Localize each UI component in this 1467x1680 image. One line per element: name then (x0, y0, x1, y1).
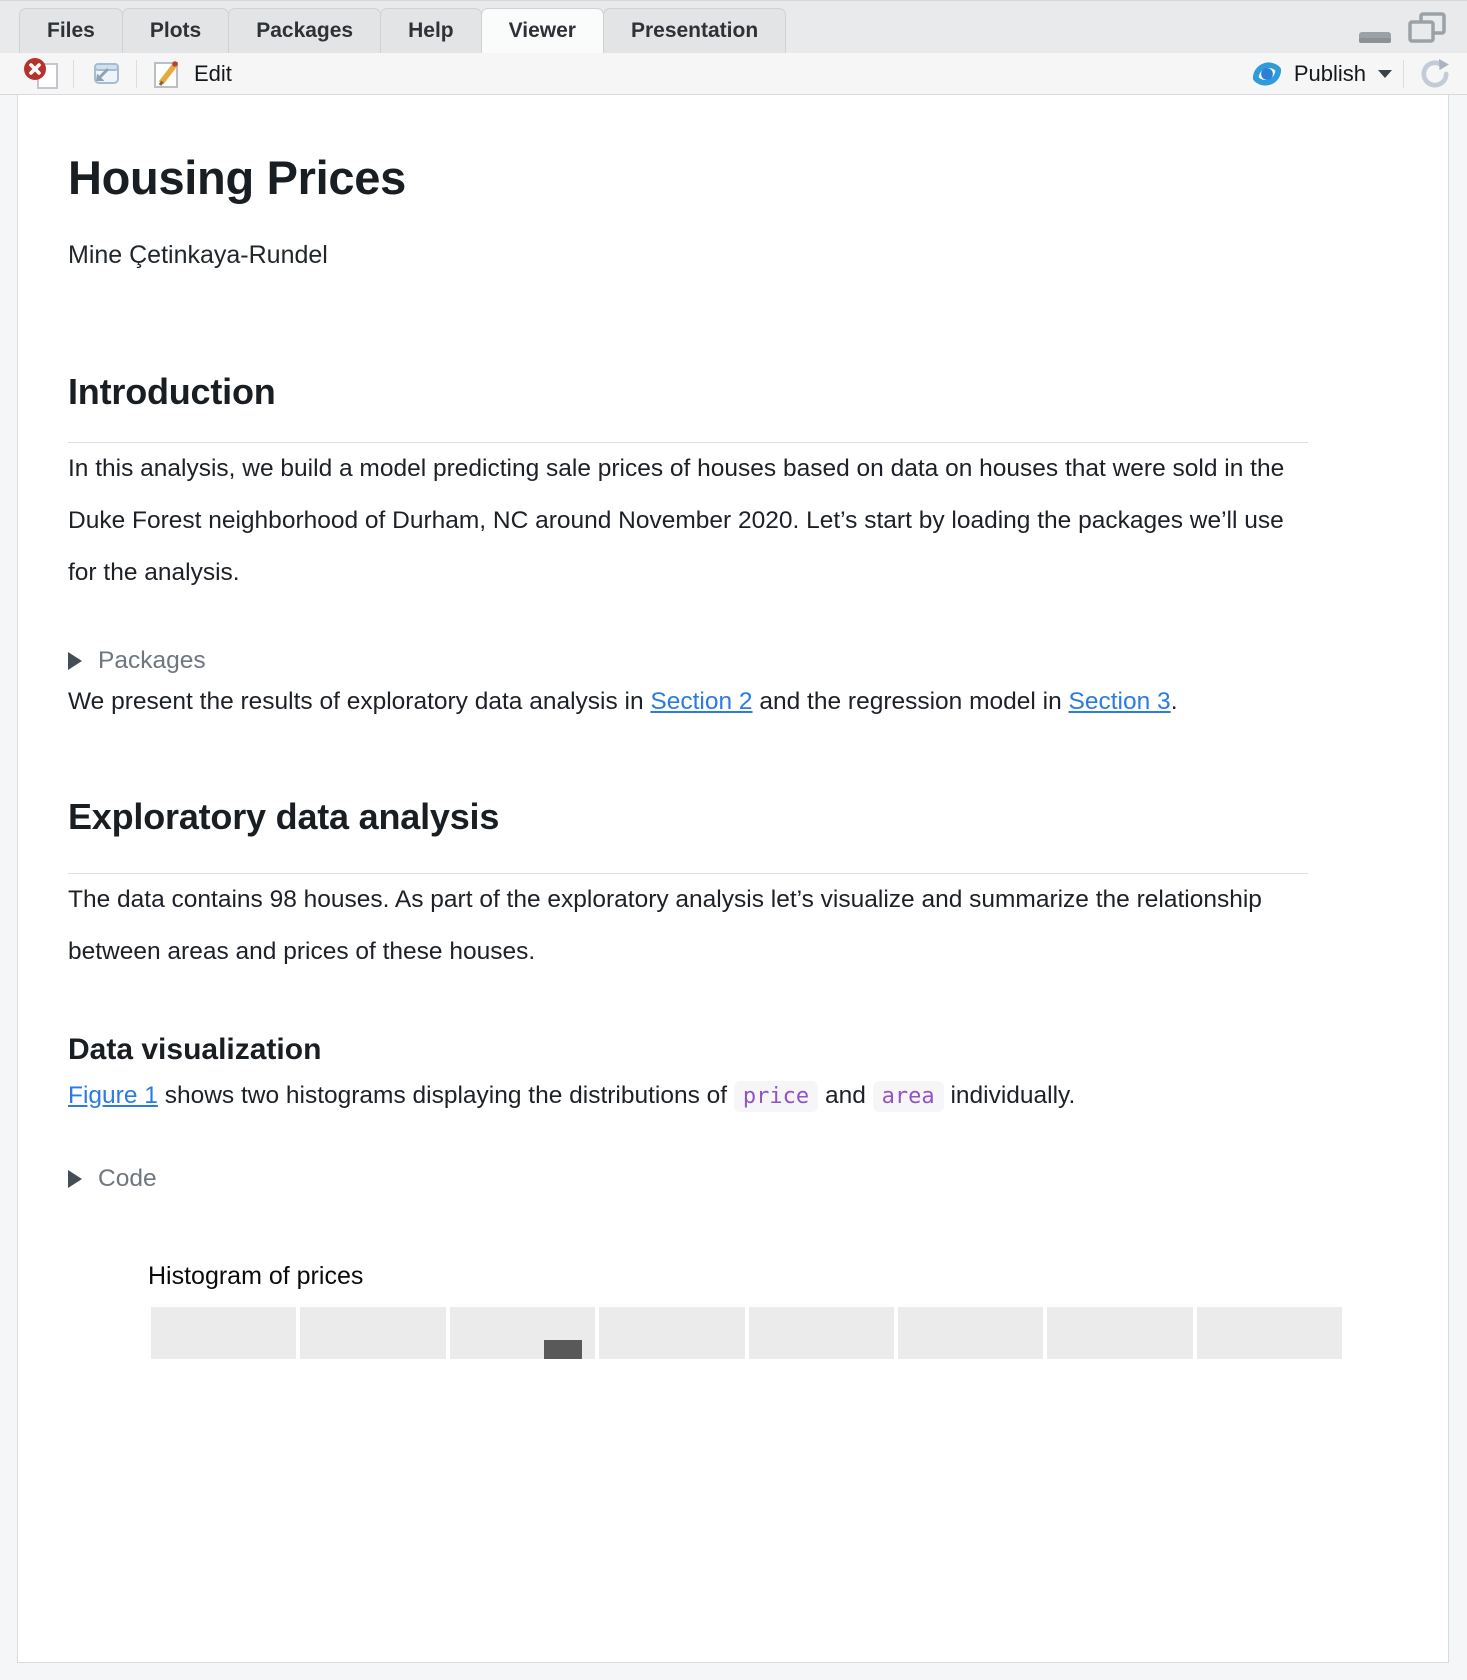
histogram-panel (1197, 1307, 1342, 1359)
refresh-icon[interactable] (1415, 55, 1455, 93)
dropdown-caret-icon (1378, 70, 1392, 78)
stop-icon[interactable] (22, 56, 62, 92)
section-3-link[interactable]: Section 3 (1068, 688, 1171, 715)
code-disclosure-label: Code (98, 1165, 157, 1192)
eda-paragraph: The data contains 98 houses. As part of the exploratory analysis let’s visualize and summarize the relationship between areas and prices of these houses. (68, 886, 1262, 965)
open-in-new-window-icon[interactable] (85, 56, 125, 92)
figure-paragraph-text: individually. (943, 1082, 1076, 1109)
heading-exploratory-data-analysis: Exploratory data analysis (68, 795, 1308, 874)
histogram-panel (898, 1307, 1043, 1359)
sections-paragraph (68, 676, 1308, 728)
sections-paragraph-text: . (1170, 688, 1178, 715)
intro-paragraph: In this analysis, we build a model predicting sale prices of houses based on data on houses that were sold in the Duke Forest neighborhood of Durham, NC around November 2020. Let’s start by loading the packages we’ll use for the analysis. (68, 455, 1285, 586)
pane-tabs (19, 8, 785, 53)
figure-paragraph (68, 1070, 1308, 1123)
maximize-icon[interactable] (1407, 11, 1447, 45)
histogram-panel (151, 1307, 296, 1359)
code-disclosure[interactable] (68, 1164, 1308, 1194)
edit-label: Edit (194, 60, 232, 86)
viewer-toolbar (0, 53, 1467, 95)
histogram-panel (599, 1307, 744, 1359)
disclosure-triangle-icon (68, 1170, 82, 1188)
tab-files[interactable]: Files (19, 8, 123, 53)
figure-1-link[interactable]: Figure 1 (68, 1082, 158, 1109)
publish-button[interactable] (1248, 56, 1392, 92)
toolbar-separator (136, 60, 137, 88)
histogram-of-prices-plot (151, 1307, 1342, 1359)
document-title: Housing Prices (68, 151, 406, 204)
document-author: Mine Çetinkaya-Rundel (68, 241, 328, 269)
figure-paragraph-text: and (818, 1082, 873, 1109)
tab-plots[interactable]: Plots (122, 8, 229, 53)
histogram-panel (300, 1307, 445, 1359)
pane-tabbar (0, 0, 1467, 53)
viewer-pane (0, 95, 1467, 1680)
disclosure-triangle-icon (68, 652, 82, 670)
rendered-document (17, 95, 1449, 1663)
section-2-link[interactable]: Section 2 (650, 688, 753, 715)
tab-packages[interactable]: Packages (228, 8, 381, 53)
histogram-bar (544, 1340, 582, 1359)
tab-help[interactable]: Help (380, 8, 482, 53)
histogram-panel (1047, 1307, 1192, 1359)
tab-viewer[interactable]: Viewer (481, 8, 604, 53)
histogram-plot-title: Histogram of prices (148, 1262, 364, 1290)
area-code-span: area (873, 1081, 944, 1112)
packages-disclosure[interactable] (68, 646, 1308, 676)
publish-icon (1248, 56, 1286, 92)
price-code-span: price (734, 1081, 818, 1112)
edit-button[interactable] (148, 56, 232, 92)
sections-paragraph-text: and the regression model in (752, 688, 1069, 715)
toolbar-separator (1403, 60, 1404, 88)
heading-data-visualization: Data visualization (68, 1033, 322, 1066)
toolbar-separator (73, 60, 74, 88)
publish-label: Publish (1293, 60, 1366, 86)
sections-paragraph-text: We present the results of exploratory data analysis in (68, 688, 651, 715)
heading-introduction: Introduction (68, 370, 1308, 443)
edit-pencil-icon (148, 56, 186, 92)
figure-paragraph-text: shows two histograms displaying the distributions of (157, 1082, 734, 1109)
minimize-icon[interactable] (1357, 29, 1393, 45)
packages-disclosure-label: Packages (98, 647, 206, 674)
histogram-panel (749, 1307, 894, 1359)
tab-presentation[interactable]: Presentation (603, 8, 786, 53)
